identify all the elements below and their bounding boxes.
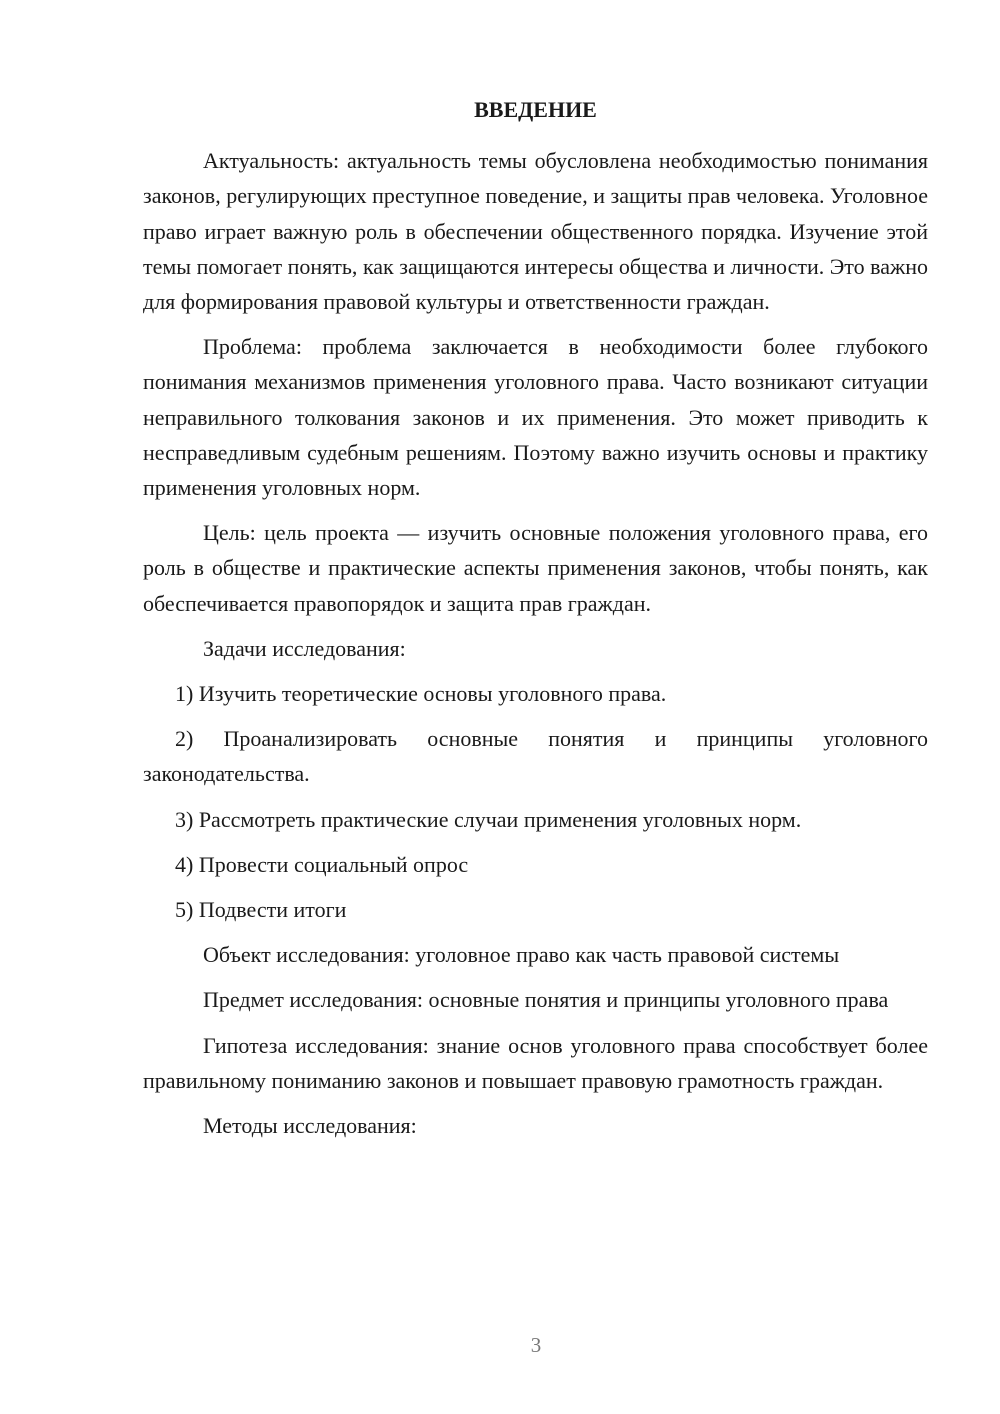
page-number: 3 <box>530 1333 542 1357</box>
task-item-3: 3) Рассмотреть практические случаи применения уголовных норм. <box>175 806 802 832</box>
subject-paragraph: Предмет исследования: основные понятия и принципы уголовного права <box>203 987 889 1013</box>
tasks-heading: Задачи исследования: <box>203 635 406 661</box>
goal-paragraph: Цель: цель проекта — изучить основные положения уголовного права, его роль в обществе и практические аспекты применения законов, чтобы понять, как обеспечивается правопорядок и защита прав граждан. <box>143 520 928 616</box>
task-item-2: 2) Проанализировать основные понятия и принципы уголовного законодательства. <box>143 726 928 787</box>
hypothesis-paragraph: Гипотеза исследования: знание основ уголовного права способствует более правильному пониманию законов и повышает правовую грамотность граждан. <box>143 1032 928 1093</box>
page-content <box>143 92 928 1153</box>
methods-heading: Методы исследования: <box>203 1113 417 1139</box>
relevance-paragraph: Актуальность: актуальность темы обусловлена необходимостью понимания законов, регулирующих преступное поведение, и защиты прав человека. Уголовное право играет важную роль в обеспечении общественного порядка. Изучение этой темы помогает понять, как защищаются интересы общества и личности. Это важно для формирования правовой культуры и ответственности граждан. <box>143 148 928 315</box>
task-item-1: 1) Изучить теоретические основы уголовного права. <box>175 681 667 707</box>
section-title: ВВЕДЕНИЕ <box>474 97 597 122</box>
task-item-5: 5) Подвести итоги <box>175 897 347 923</box>
object-paragraph: Объект исследования: уголовное право как часть правовой системы <box>203 942 840 968</box>
task-item-4: 4) Провести социальный опрос <box>175 851 469 877</box>
problem-paragraph: Проблема: проблема заключается в необходимости более глубокого понимания механизмов применения уголовного права. Часто возникают ситуации неправильного толкования законов и их применения. Это может приводить к несправедливым судебным решениям. Поэтому важно изучить основы и практику применения уголовных норм. <box>143 334 928 501</box>
